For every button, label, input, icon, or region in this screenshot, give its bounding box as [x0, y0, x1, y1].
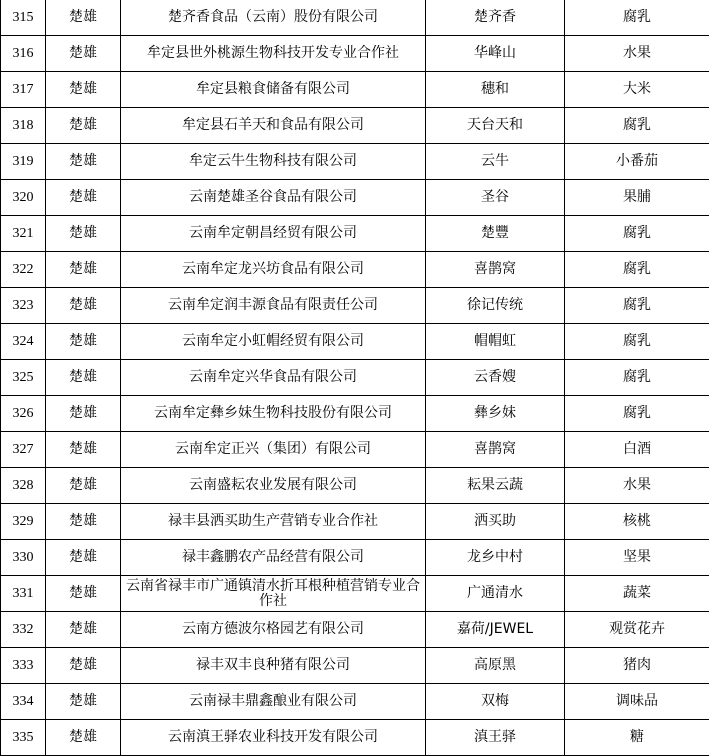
company-name-cell: 云南牟定正兴（集团）有限公司	[121, 432, 426, 468]
company-name-cell: 牟定云牛生物科技有限公司	[121, 144, 426, 180]
brand-cell: 洒买助	[426, 504, 565, 540]
row-number: 323	[1, 288, 46, 324]
product-cell: 腐乳	[565, 216, 709, 252]
table-row	[1, 504, 709, 540]
company-name-cell: 牟定县世外桃源生物科技开发专业合作社	[121, 36, 426, 72]
brand-cell: 楚齐香	[426, 0, 565, 36]
company-name-cell: 云南方德波尔格园艺有限公司	[121, 612, 426, 648]
row-number: 333	[1, 648, 46, 684]
region-cell: 楚雄	[46, 216, 121, 252]
company-name-cell: 云南省禄丰市广通镇清水折耳根种植营销专业合作社	[121, 576, 426, 612]
row-number: 327	[1, 432, 46, 468]
table-row	[1, 108, 709, 144]
brand-cell: 云香嫂	[426, 360, 565, 396]
row-number: 335	[1, 720, 46, 756]
table-row	[1, 612, 709, 648]
brand-cell: 双梅	[426, 684, 565, 720]
table-row	[1, 684, 709, 720]
region-cell: 楚雄	[46, 144, 121, 180]
product-cell: 核桃	[565, 504, 709, 540]
region-cell: 楚雄	[46, 648, 121, 684]
brand-cell: 天台天和	[426, 108, 565, 144]
region-cell: 楚雄	[46, 360, 121, 396]
table-row	[1, 252, 709, 288]
company-name-cell: 云南牟定小虹帽经贸有限公司	[121, 324, 426, 360]
row-number: 329	[1, 504, 46, 540]
product-cell: 小番茄	[565, 144, 709, 180]
table-row	[1, 648, 709, 684]
region-cell: 楚雄	[46, 540, 121, 576]
product-cell: 腐乳	[565, 252, 709, 288]
table-row	[1, 576, 709, 612]
company-name-cell: 云南牟定润丰源食品有限责任公司	[121, 288, 426, 324]
company-name-cell: 牟定县粮食储备有限公司	[121, 72, 426, 108]
row-number: 320	[1, 180, 46, 216]
row-number: 324	[1, 324, 46, 360]
brand-cell: 喜鹊窝	[426, 432, 565, 468]
product-cell: 腐乳	[565, 108, 709, 144]
company-name-cell: 禄丰鑫鹏农产品经营有限公司	[121, 540, 426, 576]
table-row	[1, 324, 709, 360]
brand-cell: 滇王驿	[426, 720, 565, 756]
table-body	[1, 0, 709, 756]
region-cell: 楚雄	[46, 36, 121, 72]
row-number: 319	[1, 144, 46, 180]
product-cell: 腐乳	[565, 0, 709, 36]
brand-cell: 喜鹊窝	[426, 252, 565, 288]
product-cell: 坚果	[565, 540, 709, 576]
table-row	[1, 540, 709, 576]
brand-cell: 嘉荷/JEWEL	[426, 612, 565, 648]
product-cell: 腐乳	[565, 396, 709, 432]
table-row	[1, 216, 709, 252]
row-number: 332	[1, 612, 46, 648]
row-number: 318	[1, 108, 46, 144]
brand-cell: 华峰山	[426, 36, 565, 72]
table-row	[1, 432, 709, 468]
product-cell: 猪肉	[565, 648, 709, 684]
product-cell: 水果	[565, 468, 709, 504]
company-name-cell: 云南牟定龙兴坊食品有限公司	[121, 252, 426, 288]
row-number: 321	[1, 216, 46, 252]
company-name-cell: 云南牟定彝乡妹生物科技股份有限公司	[121, 396, 426, 432]
row-number: 322	[1, 252, 46, 288]
company-name-cell: 云南禄丰鼎鑫酿业有限公司	[121, 684, 426, 720]
table-row	[1, 180, 709, 216]
region-cell: 楚雄	[46, 0, 121, 36]
product-cell: 蔬菜	[565, 576, 709, 612]
brand-cell: 圣谷	[426, 180, 565, 216]
row-number: 334	[1, 684, 46, 720]
product-cell: 调味品	[565, 684, 709, 720]
row-number: 325	[1, 360, 46, 396]
row-number: 330	[1, 540, 46, 576]
product-cell: 观赏花卉	[565, 612, 709, 648]
table-row	[1, 468, 709, 504]
region-cell: 楚雄	[46, 72, 121, 108]
brand-cell: 广通清水	[426, 576, 565, 612]
table-row	[1, 288, 709, 324]
company-name-cell: 云南牟定朝昌经贸有限公司	[121, 216, 426, 252]
region-cell: 楚雄	[46, 468, 121, 504]
table-row	[1, 720, 709, 756]
row-number: 326	[1, 396, 46, 432]
region-cell: 楚雄	[46, 576, 121, 612]
region-cell: 楚雄	[46, 324, 121, 360]
table-row	[1, 360, 709, 396]
brand-cell: 彝乡妹	[426, 396, 565, 432]
region-cell: 楚雄	[46, 252, 121, 288]
company-name-cell: 云南滇王驿农业科技开发有限公司	[121, 720, 426, 756]
region-cell: 楚雄	[46, 180, 121, 216]
company-name-cell: 牟定县石羊天和食品有限公司	[121, 108, 426, 144]
product-cell: 糖	[565, 720, 709, 756]
product-cell: 白酒	[565, 432, 709, 468]
table-row	[1, 396, 709, 432]
company-name-cell: 云南楚雄圣谷食品有限公司	[121, 180, 426, 216]
region-cell: 楚雄	[46, 396, 121, 432]
product-cell: 腐乳	[565, 360, 709, 396]
product-cell: 果脯	[565, 180, 709, 216]
brand-cell: 穗和	[426, 72, 565, 108]
brand-cell: 耘果云蔬	[426, 468, 565, 504]
row-number: 328	[1, 468, 46, 504]
brand-cell: 龙乡中村	[426, 540, 565, 576]
region-cell: 楚雄	[46, 108, 121, 144]
row-number: 316	[1, 36, 46, 72]
company-name-cell: 云南牟定兴华食品有限公司	[121, 360, 426, 396]
brand-cell: 高原黑	[426, 648, 565, 684]
company-name-cell: 禄丰双丰良种猪有限公司	[121, 648, 426, 684]
company-name-cell: 楚齐香食品（云南）股份有限公司	[121, 0, 426, 36]
region-cell: 楚雄	[46, 504, 121, 540]
brand-cell: 徐记传统	[426, 288, 565, 324]
product-cell: 腐乳	[565, 288, 709, 324]
region-cell: 楚雄	[46, 612, 121, 648]
company-name-cell: 禄丰县洒买助生产营销专业合作社	[121, 504, 426, 540]
row-number: 317	[1, 72, 46, 108]
region-cell: 楚雄	[46, 432, 121, 468]
product-cell: 大米	[565, 72, 709, 108]
region-cell: 楚雄	[46, 288, 121, 324]
table-row	[1, 36, 709, 72]
product-cell: 水果	[565, 36, 709, 72]
product-cell: 腐乳	[565, 324, 709, 360]
table-row	[1, 0, 709, 36]
brand-cell: 楚豐	[426, 216, 565, 252]
table-row	[1, 72, 709, 108]
brand-cell: 云牛	[426, 144, 565, 180]
region-cell: 楚雄	[46, 684, 121, 720]
company-name-cell: 云南盛耘农业发展有限公司	[121, 468, 426, 504]
table-row	[1, 144, 709, 180]
row-number: 315	[1, 0, 46, 36]
region-cell: 楚雄	[46, 720, 121, 756]
row-number: 331	[1, 576, 46, 612]
brand-cell: 帽帽虹	[426, 324, 565, 360]
